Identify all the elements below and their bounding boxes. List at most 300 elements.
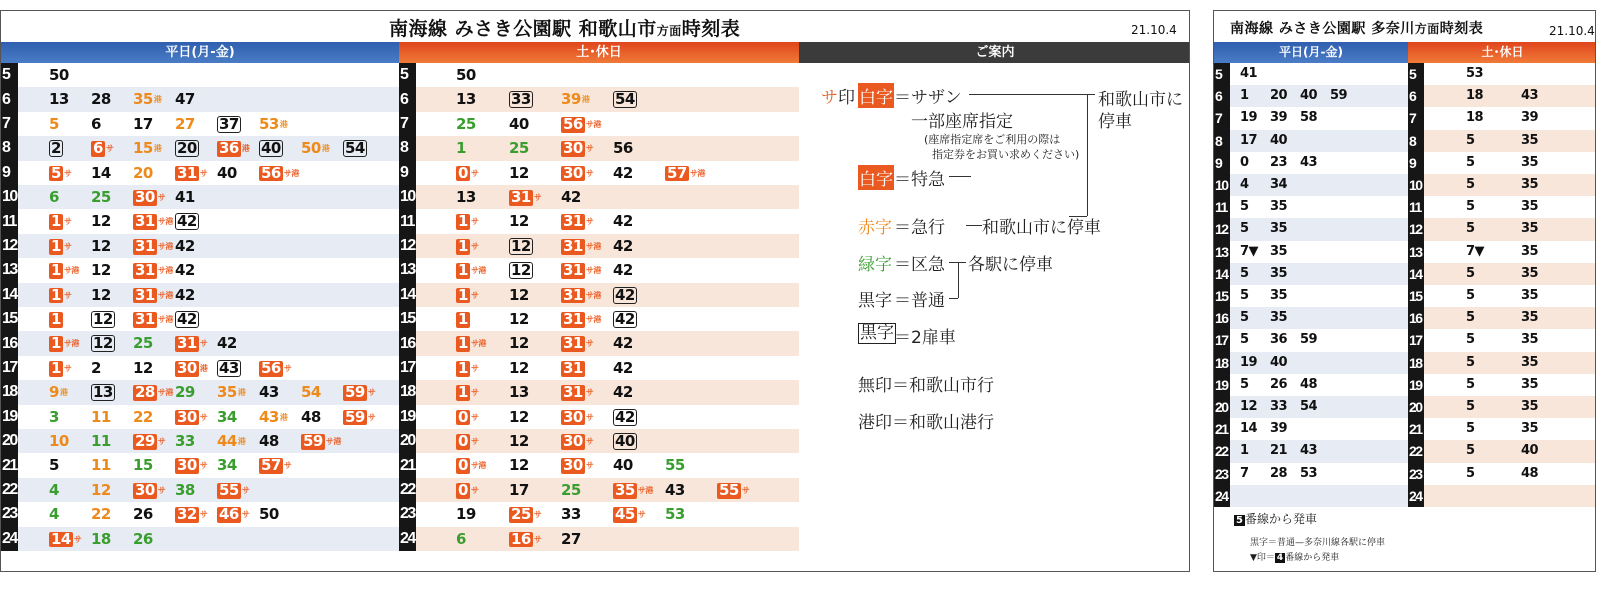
departure-minute — [509, 90, 533, 108]
weekday-row-hour-20 — [1214, 396, 1408, 418]
holiday-row-hour-23 — [399, 502, 799, 526]
minute-value: 1 — [458, 334, 468, 353]
minute-value: 14 — [91, 163, 111, 182]
minute-value: 54 — [301, 383, 321, 402]
weekday-row-hour-8 — [1, 136, 399, 160]
holiday-row-hour-5 — [1408, 63, 1596, 85]
departure-minute: 5 — [1240, 332, 1249, 348]
train-mark: サ — [73, 534, 82, 544]
departure-minute: 35 — [1270, 221, 1288, 237]
holiday-row-hour-16 — [1408, 307, 1596, 329]
departure-minute — [217, 481, 249, 499]
minute-value: 40 — [615, 432, 635, 450]
minute-value: 53 — [259, 114, 279, 133]
departure-minute — [561, 505, 581, 523]
departure-minute: 5 — [1466, 354, 1475, 370]
departure-minute — [561, 212, 593, 230]
departure-minute — [133, 456, 153, 474]
hour-label: 19 — [1, 405, 18, 429]
train-mark: サ — [157, 193, 166, 202]
holiday-row-hour-13 — [399, 258, 799, 282]
departure-minute — [217, 408, 237, 426]
holiday-row-hour-13 — [1408, 241, 1596, 263]
departure-minute — [175, 383, 195, 401]
departure-minute: 35 — [1521, 177, 1539, 192]
holiday-row-hour-18 — [399, 380, 799, 404]
minute-value: 30 — [135, 480, 155, 499]
departure-minute: 5 — [1466, 465, 1475, 481]
departure-minute: 40 — [1521, 443, 1539, 459]
weekday-row-hour-19 — [1214, 374, 1408, 396]
departure-minute — [561, 139, 593, 157]
minute-value: 6 — [91, 114, 101, 133]
departure-minute — [217, 139, 249, 157]
train-mark: サ — [63, 168, 72, 178]
minute-value: 28 — [91, 90, 111, 109]
minute-value: 54 — [345, 139, 365, 158]
footnote-platform — [1234, 510, 1317, 527]
sa-definition: ＝サザン — [894, 88, 962, 108]
departure-minute — [175, 261, 195, 279]
departure-minute — [49, 505, 59, 523]
minute-value: 12 — [133, 358, 153, 377]
train-mark: サ — [585, 168, 594, 178]
departure-minute — [613, 505, 645, 523]
minute-value: 31 — [563, 334, 583, 353]
departure-minute: 53 — [1466, 66, 1484, 81]
departure-minute — [456, 530, 466, 548]
departure-minute: 1 — [1240, 88, 1249, 104]
departure-minute — [456, 188, 476, 206]
weekday-row-hour-23 — [1, 502, 399, 526]
minute-value: 13 — [509, 383, 529, 402]
weekday-header: 平日(月-金) — [1214, 42, 1408, 63]
departure-minute — [175, 359, 207, 377]
holiday-row-hour-14 — [399, 283, 799, 307]
weekday-row-hour-5 — [1, 63, 399, 87]
hour-label: 24 — [1408, 485, 1424, 507]
guide-header: ご案内 — [799, 42, 1190, 63]
black-label: 黒字 — [858, 291, 892, 311]
hour-label: 23 — [1214, 463, 1230, 485]
departure-minute — [91, 408, 111, 426]
ltd-white-label: 白字 — [858, 165, 894, 190]
bracket-line — [949, 298, 958, 299]
weekday-row-hour-22 — [1214, 440, 1408, 462]
train-mark: サ港 — [585, 119, 601, 129]
departure-minute: 12 — [1240, 399, 1258, 414]
departure-minute — [456, 481, 478, 499]
holiday-row-hour-14 — [1408, 263, 1596, 285]
departure-minute: 5 — [1466, 132, 1475, 148]
departure-minute — [561, 188, 581, 206]
minute-value: 1 — [458, 310, 468, 328]
train-mark: サ — [157, 485, 166, 495]
bracket-line — [958, 262, 966, 263]
minute-value: 12 — [509, 456, 529, 475]
holiday-row-hour-11 — [399, 209, 799, 233]
train-mark: サ港 — [470, 339, 486, 349]
minute-value: 47 — [175, 90, 195, 109]
minute-value: 40 — [613, 456, 633, 475]
train-mark: サ — [533, 534, 542, 544]
train-mark: サ — [199, 168, 208, 178]
train-mark: サ — [63, 363, 72, 373]
departure-minute — [259, 456, 291, 474]
hour-label: 8 — [1408, 130, 1424, 152]
minute-value: 1 — [456, 139, 466, 158]
weekday-row-hour-17 — [1214, 329, 1408, 351]
train-mark: サ — [470, 241, 479, 251]
page-title — [389, 14, 740, 41]
departure-minute: 5 — [1240, 376, 1249, 392]
departure-minute: 17 — [1240, 132, 1258, 148]
weekday-row-hour-11 — [1, 209, 399, 233]
hour-label: 6 — [1408, 85, 1424, 107]
departure-minute — [561, 286, 601, 304]
minute-value: 31 — [135, 236, 155, 255]
hour-label: 12 — [1214, 218, 1230, 240]
minute-value: 36 — [219, 139, 239, 158]
revision-date: 21.10.4 — [1131, 23, 1177, 37]
hour-label: 9 — [1214, 152, 1230, 174]
sa-note-2: 指定券をお買い求めください) — [932, 148, 1080, 161]
minute-value: 0 — [458, 407, 468, 426]
minute-value: 0 — [458, 432, 468, 450]
hour-label: 6 — [399, 87, 416, 111]
holiday-row-hour-12 — [399, 234, 799, 258]
hour-label: 18 — [1214, 352, 1230, 374]
departure-minute — [665, 164, 705, 182]
departure-minute — [91, 481, 111, 499]
departure-minute — [217, 456, 237, 474]
departure-minute: 23 — [1270, 154, 1288, 170]
green-label: 緑字 — [858, 255, 892, 275]
train-mark: サ港 — [585, 315, 601, 324]
hour-label: 8 — [1214, 130, 1230, 152]
train-mark: サ — [585, 461, 594, 471]
departure-minute: 0 — [1240, 154, 1249, 170]
hour-label: 7 — [1214, 107, 1230, 129]
minute-value: 13 — [49, 90, 69, 109]
departure-minute — [259, 432, 279, 450]
holiday-row-hour-15 — [399, 307, 799, 331]
train-mark: サ港 — [585, 266, 601, 276]
departure-minute: 35 — [1521, 310, 1539, 326]
departure-minute — [301, 432, 341, 450]
departure-minute: 43 — [1521, 88, 1539, 104]
sa-mark: サ — [821, 88, 838, 108]
train-mark: サ — [63, 241, 72, 251]
minute-value: 12 — [511, 261, 531, 280]
holiday-row-hour-7 — [1408, 107, 1596, 129]
departure-minute: 40 — [1270, 132, 1288, 148]
departure-minute: 18 — [1466, 110, 1484, 126]
departure-minute: 20 — [1270, 88, 1288, 104]
minute-value: 33 — [561, 505, 581, 524]
minute-value: 5 — [49, 456, 59, 475]
minute-value: 14 — [51, 529, 71, 548]
departure-minute: 35 — [1270, 199, 1288, 215]
departure-minute — [665, 505, 685, 523]
departure-minute — [509, 334, 529, 352]
footnote-black: 黒字＝普通—多奈川線各駅に停車 — [1250, 538, 1386, 548]
timetable-tanagawa-panel — [1213, 10, 1596, 572]
train-mark: サ — [470, 388, 479, 398]
minute-value: 56 — [613, 139, 633, 158]
minute-value: 5 — [51, 163, 61, 182]
train-mark: サ — [637, 510, 646, 520]
minute-value: 40 — [261, 139, 281, 158]
bracket-line — [1087, 94, 1088, 216]
sa-in: 印 — [838, 88, 855, 108]
departure-minute: 35 — [1521, 421, 1539, 437]
minute-value: 5 — [49, 114, 59, 133]
departure-minute: 35 — [1521, 243, 1539, 259]
minute-value: 0 — [458, 480, 468, 499]
hour-label: 11 — [1408, 196, 1424, 218]
minute-value: 42 — [175, 236, 195, 255]
departure-minute — [613, 164, 633, 182]
minute-value: 11 — [91, 407, 111, 426]
holiday-row-hour-6 — [1408, 85, 1596, 107]
train-mark: サ港 — [585, 241, 601, 251]
minute-value: 1 — [51, 334, 61, 353]
minute-value: 40 — [509, 114, 529, 133]
departure-minute — [561, 237, 601, 255]
minute-value: 42 — [177, 310, 197, 328]
holiday-row-hour-5 — [399, 63, 799, 87]
minute-value: 30 — [563, 139, 583, 158]
departure-minute: 19 — [1240, 354, 1258, 370]
hour-label: 24 — [399, 527, 416, 551]
hour-label: 13 — [1214, 241, 1230, 263]
minute-value: 59 — [345, 383, 365, 402]
minute-value: 50 — [301, 139, 321, 158]
departure-minute — [49, 408, 59, 426]
train-mark: サ — [63, 217, 72, 227]
weekday-row-hour-5 — [1214, 63, 1408, 85]
departure-minute — [613, 334, 633, 352]
departure-minute — [91, 334, 115, 352]
departure-minute — [217, 164, 237, 182]
departure-minute: 35 — [1521, 132, 1539, 148]
train-mark: サ港 — [283, 168, 299, 178]
minute-value: 12 — [511, 236, 531, 255]
holiday-row-hour-17 — [399, 356, 799, 380]
minute-value: 1 — [458, 285, 468, 304]
departure-minute — [613, 261, 633, 279]
minute-value: 20 — [133, 163, 153, 182]
hour-label: 13 — [1, 258, 18, 282]
minute-value: 17 — [509, 480, 529, 499]
weekday-row-hour-16 — [1, 331, 399, 355]
departure-minute — [561, 359, 585, 377]
title-suffix: 方面 — [1414, 22, 1440, 36]
departure-minute — [509, 139, 529, 157]
minute-value: 31 — [135, 310, 155, 328]
departure-minute — [509, 286, 529, 304]
departure-minute: 41 — [1240, 66, 1258, 81]
departure-minute — [49, 530, 81, 548]
holiday-row-hour-17 — [1408, 329, 1596, 351]
minute-value: 31 — [135, 261, 155, 280]
departure-minute — [561, 261, 601, 279]
minute-value: 1 — [458, 236, 468, 255]
all-stop: 各駅に停車 — [968, 255, 1053, 275]
holiday-row-hour-8 — [399, 136, 799, 160]
minute-value: 12 — [509, 358, 529, 377]
departure-minute — [343, 408, 375, 426]
minute-value: 12 — [509, 334, 529, 353]
train-mark: サ — [367, 388, 376, 398]
departure-minute — [175, 115, 195, 133]
red-stop: 和歌山市に停車 — [982, 218, 1101, 238]
minute-value: 43 — [665, 480, 685, 499]
train-mark: サ — [533, 510, 542, 520]
minute-value: 31 — [135, 285, 155, 304]
train-mark: サ港 — [63, 339, 79, 349]
departure-minute — [49, 66, 69, 84]
departure-minute: 14 — [1240, 421, 1258, 437]
holiday-row-hour-20 — [399, 429, 799, 453]
departure-minute — [91, 286, 111, 304]
departure-minute — [456, 456, 486, 474]
minute-value: 42 — [615, 407, 635, 426]
holiday-row-hour-10 — [1408, 174, 1596, 196]
departure-minute: 21 — [1270, 443, 1288, 459]
departure-minute — [259, 359, 291, 377]
departure-minute — [456, 359, 478, 377]
holiday-row-hour-24 — [399, 527, 799, 551]
hour-label: 18 — [399, 380, 416, 404]
footnote-tri-prefix: ▼印＝ — [1250, 553, 1275, 563]
minute-value: 1 — [51, 310, 61, 328]
minute-value: 22 — [133, 407, 153, 426]
minute-value: 34 — [217, 456, 237, 475]
train-mark: サ — [199, 510, 208, 520]
departure-minute: 7 — [1240, 465, 1249, 481]
train-mark: 港 — [321, 144, 330, 154]
minute-value: 31 — [177, 334, 197, 353]
departure-minute — [133, 164, 153, 182]
train-mark: サ — [470, 363, 479, 373]
departure-minute — [456, 408, 478, 426]
holiday-row-hour-22 — [399, 478, 799, 502]
departure-minute: 5 — [1466, 265, 1475, 281]
departure-minute — [133, 383, 173, 401]
departure-minute: 1 — [1240, 443, 1249, 459]
train-mark: 港 — [241, 144, 250, 154]
departure-minute — [561, 530, 581, 548]
departure-minute: 48 — [1521, 465, 1539, 481]
minute-value: 30 — [563, 163, 583, 182]
departure-minute: 40 — [1270, 354, 1288, 370]
holiday-row-hour-8 — [1408, 130, 1596, 152]
hour-label: 12 — [1408, 218, 1424, 240]
departure-minute — [175, 481, 195, 499]
departure-minute — [217, 505, 249, 523]
departure-minute — [175, 505, 207, 523]
black-definition: ＝普通 — [894, 291, 945, 311]
holiday-row-hour-19 — [1408, 374, 1596, 396]
departure-minute — [175, 188, 195, 206]
minute-value: 12 — [91, 480, 111, 499]
departure-minute — [613, 408, 637, 426]
minute-value: 35 — [133, 90, 153, 109]
departure-minute — [509, 164, 529, 182]
footnote-tri-suffix: 番線から発車 — [1285, 553, 1340, 563]
departure-minute: 43 — [1300, 443, 1318, 459]
departure-minute: 35 — [1270, 243, 1288, 259]
train-mark: サ港 — [470, 461, 486, 471]
hour-label: 21 — [1, 453, 18, 477]
departure-minute — [561, 432, 593, 450]
legend-guide — [801, 63, 1190, 572]
train-mark: サ — [533, 193, 542, 202]
departure-minute — [49, 359, 71, 377]
departure-minute — [665, 456, 685, 474]
hour-label: 24 — [1214, 485, 1230, 507]
departure-minute — [49, 90, 69, 108]
minute-value: 1 — [458, 212, 468, 231]
minute-value: 40 — [217, 163, 237, 182]
title-main: 南海線 みさき公園駅 和歌山市 — [389, 18, 657, 40]
departure-minute: 5 — [1466, 199, 1475, 215]
hour-label: 17 — [399, 356, 416, 380]
departure-minute — [49, 383, 67, 401]
hour-label: 12 — [399, 234, 416, 258]
minute-value: 39 — [561, 90, 581, 109]
departure-minute: 5 — [1466, 177, 1475, 192]
departure-minute: 59 — [1300, 332, 1318, 348]
minute-value: 35 — [217, 383, 237, 402]
minute-value: 12 — [91, 212, 111, 231]
hour-label: 10 — [399, 185, 416, 209]
weekday-row-hour-21 — [1, 453, 399, 477]
holiday-row-hour-21 — [1408, 418, 1596, 440]
minute-value: 4 — [49, 505, 59, 524]
departure-minute — [91, 383, 115, 401]
boxed-definition: ＝2扉車 — [894, 328, 956, 348]
minute-value: 29 — [175, 383, 195, 402]
timetable-wakayama-panel — [0, 10, 1190, 572]
holiday-row-hour-9 — [1408, 152, 1596, 174]
minute-value: 42 — [613, 383, 633, 402]
departure-minute — [133, 139, 161, 157]
hour-label: 5 — [1, 63, 18, 87]
minute-value: 31 — [563, 358, 583, 377]
minute-value: 4 — [49, 480, 59, 499]
minute-value: 41 — [175, 188, 195, 206]
departure-minute — [49, 481, 59, 499]
departure-minute — [456, 383, 478, 401]
minute-value: 27 — [175, 114, 195, 133]
minute-value: 31 — [135, 212, 155, 231]
departure-minute — [301, 139, 329, 157]
departure-minute — [509, 212, 529, 230]
minute-value: 37 — [219, 114, 239, 133]
minute-value: 42 — [177, 212, 197, 231]
minute-value: 17 — [133, 114, 153, 133]
minute-value: 31 — [511, 188, 531, 206]
departure-minute — [133, 212, 173, 230]
departure-minute: 35 — [1521, 332, 1539, 348]
hour-label: 14 — [1408, 263, 1424, 285]
footnote-triangle — [1250, 550, 1339, 563]
hour-label: 21 — [399, 453, 416, 477]
train-mark: サ — [470, 437, 479, 446]
